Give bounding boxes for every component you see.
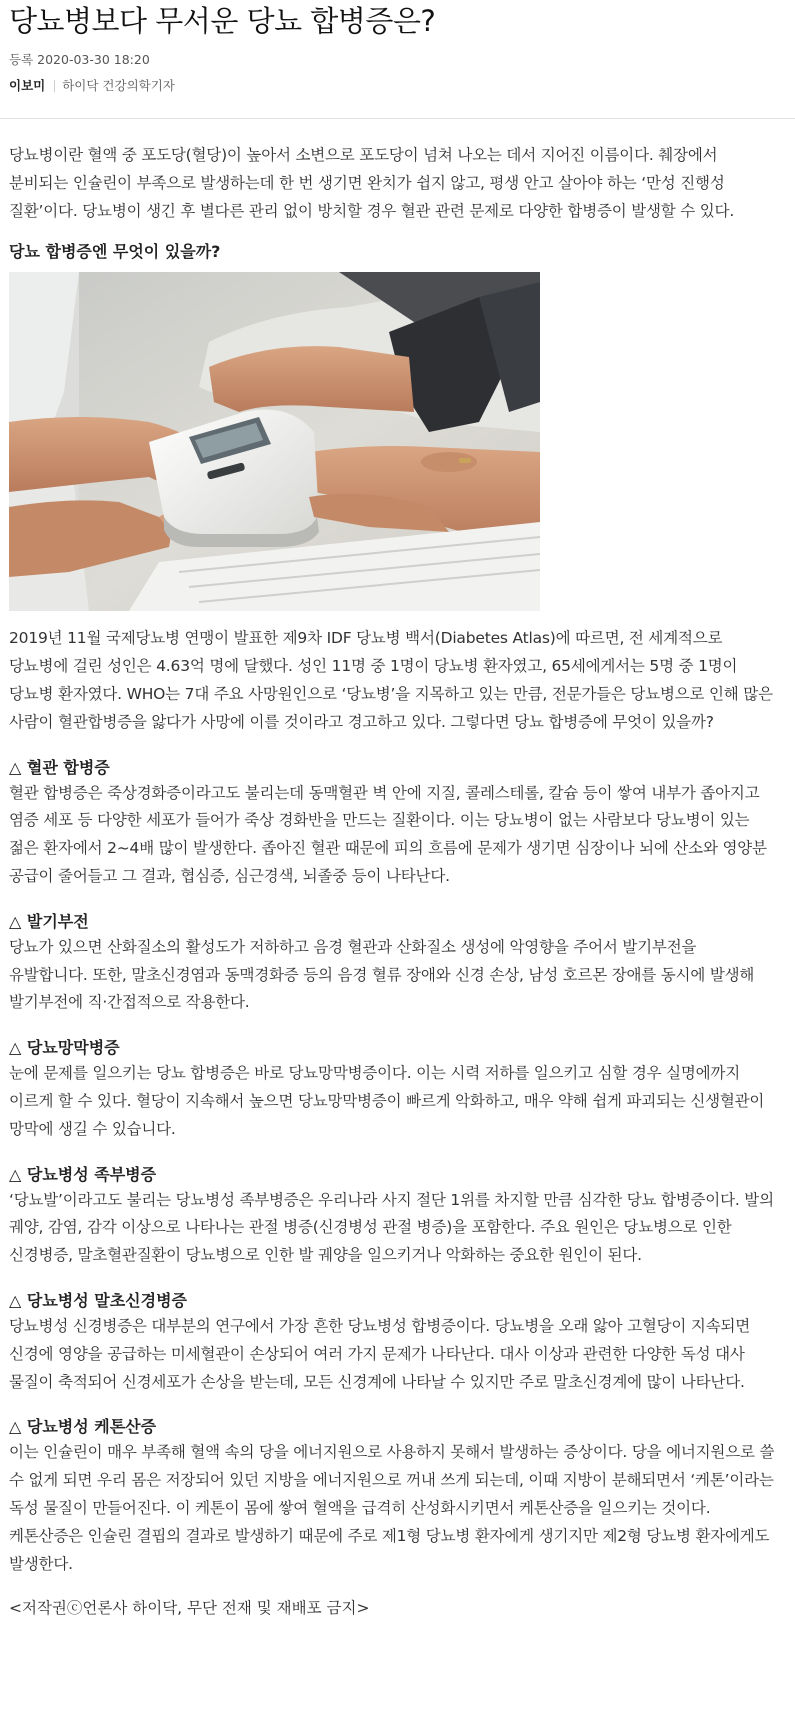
copyright-notice: <저작권ⓒ언론사 하이닥, 무단 전재 및 재배포 금지> <box>9 1599 370 1618</box>
section-text: 당뇨병성 신경병증은 대부분의 연구에서 가장 흔한 당뇨병성 합병증이다. 당뇨병을 오래 앓아 고혈당이 지속되면 신경에 영양을 공급하는 미세혈관이 손상되어 여러 가지 문제가 나타난다. 대사 이상과 관련한 다양한 독성 대사 물질이 축적되어 신경세포가 손상을 받는데, 모든 신경계에 나타날 수 있지만 주로 말초신경계에 많이 나타난다. <box>9 1316 751 1391</box>
complication-section <box>9 1414 779 1578</box>
section-heading: △ 당뇨병성 말초신경병증 <box>9 1290 188 1310</box>
publish-date <box>9 51 795 69</box>
complication-section <box>9 755 779 891</box>
complication-section <box>9 1035 779 1143</box>
complication-section <box>9 1162 779 1270</box>
section-text: 혈관 합병증은 죽상경화증이라고도 불리는데 동맥혈관 벽 안에 지질, 콜레스테롤, 칼슘 등이 쌓여 내부가 좁아지고 염증 세포 등 다양한 세포가 들어가 죽상 경화반을 만드는 질환이다. 이는 당뇨병이 없는 사람보다 당뇨병이 있는 젊은 환자에서 2~4배 많이 발생한다. 좁아진 혈관 때문에 피의 흐름에 문제가 생기면 심장이나 뇌에 산소와 영양분 공급이 줄어들고 그 결과, 협심증, 심근경색, 뇌졸중 등이 나타난다. <box>9 783 767 885</box>
complication-section <box>9 1288 779 1396</box>
header-divider <box>0 118 795 119</box>
byline-divider <box>54 80 55 92</box>
intro-paragraph: 당뇨병이란 혈액 중 포도당(혈당)이 높아서 소변으로 포도당이 넘쳐 나오는 데서 지어진 이름이다. 췌장에서 분비되는 인슐린이 부족으로 발생하는데 한 번 생기면 완치가 쉽지 않고, 평생 안고 살아야 하는 ‘만성 진행성 질환’이다. 당뇨병이 생긴 후 별다른 관리 없이 방치할 경우 혈관 관련 문제로 다양한 합병증이 발생할 수 있다. <box>9 146 735 220</box>
section-heading: △ 혈관 합병증 <box>9 757 110 777</box>
blood-pressure-measurement-photo <box>9 272 540 611</box>
date-label: 등록 <box>9 52 34 67</box>
section-text: ‘당뇨발’이라고도 불리는 당뇨병성 족부병증은 우리나라 사지 절단 1위를 차지할 만큼 심각한 당뇨 합병증이다. 발의 궤양, 감염, 감각 이상으로 나타나는 관절 병증(신경병성 관절 병증)을 포함한다. 주요 원인은 당뇨병으로 인한 신경병증, 말초혈관질환이 당뇨병으로 인한 발 궤양을 일으키거나 악화하는 중요한 원인이 된다. <box>9 1190 774 1265</box>
author-role: 하이닥 건강의학기자 <box>62 78 175 93</box>
section-heading: △ 당뇨병성 족부병증 <box>9 1164 157 1184</box>
section-text: 눈에 문제를 일으키는 당뇨 합병증은 바로 당뇨망막병증이다. 이는 시력 저하를 일으키고 심할 경우 실명에까지 이르게 할 수 있다. 혈당이 지속해서 높으면 당뇨망막병증이 빠르게 악화하고, 매우 약해 쉽게 파괴되는 신생혈관이 망막에 생길 수 있습니다. <box>9 1064 765 1138</box>
date-value: 2020-03-30 18:20 <box>37 52 150 67</box>
question-heading: 당뇨 합병증엔 무엇이 있을까? <box>9 242 221 262</box>
complication-section <box>9 909 779 1017</box>
section-heading: △ 당뇨병성 케톤산증 <box>9 1417 157 1437</box>
stats-paragraph: 2019년 11월 국제당뇨병 연맹이 발표한 제9차 IDF 당뇨병 백서(Diabetes Atlas)에 따르면, 전 세계적으로 당뇨병에 걸린 성인은 4.63억 명에 달했다. 성인 11명 중 1명이 당뇨병 환자였고, 65세에게서는 5명 중 1명이 당뇨병 환자였다. WHO는 7대 주요 사망원인으로 ‘당뇨병’을 지목하고 있는 만큼, 전문가들은 당뇨병으로 인해 많은 사람이 혈관합병증을 앓다가 사망에 이를 것이라고 경고하고 있다. 그렇다면 당뇨 합병증에 무엇이 있을까? <box>9 629 773 731</box>
section-heading: △ 당뇨망막병증 <box>9 1038 120 1058</box>
section-heading: △ 발기부전 <box>9 911 89 931</box>
author-name[interactable]: 이보미 <box>9 78 46 93</box>
section-text: 당뇨가 있으면 산화질소의 활성도가 저하하고 음경 혈관과 산화질소 생성에 악영향을 주어서 발기부전을 유발합니다. 또한, 말초신경염과 동맥경화증 등의 음경 혈류 장애와 신경 손상, 남성 호르몬 장애를 동시에 발생해 발기부전에 직·간접적으로 작용한다. <box>9 937 755 1012</box>
article-body <box>9 142 779 1620</box>
article-title: 당뇨병보다 무서운 당뇨 합병증은? <box>9 4 436 38</box>
section-text: 이는 인슐린이 매우 부족해 혈액 속의 당을 에너지원으로 사용하지 못해서 발생하는 증상이다. 당을 에너지원으로 쓸 수 없게 되면 우리 몸은 저장되어 있던 지방을 에너지원으로 꺼내 쓰게 되는데, 이때 지방이 분해되면서 ‘케톤’이라는 독성 물질이 만들어진다. 이 케톤이 몸에 쌓여 혈액을 급격히 산성화시키면서 케톤산증을 일으키는 것이다. 케톤산증은 인슐린 결핍의 결과로 발생하기 때문에 주로 제1형 당뇨병 환자에게 생기지만 제2형 당뇨병 환자에게도 발생한다. <box>9 1443 775 1573</box>
byline <box>9 77 795 95</box>
